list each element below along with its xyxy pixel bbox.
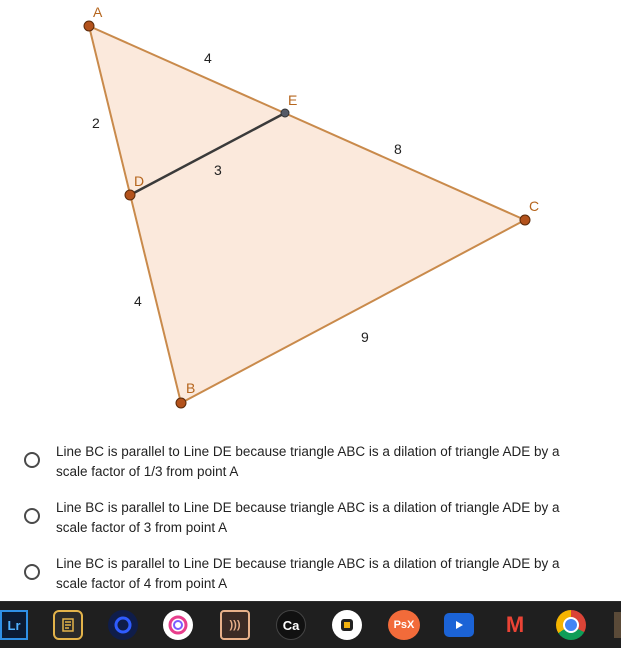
answer-option-3[interactable] [24,556,604,602]
point-c [520,215,530,225]
length-label-bc: 9 [361,329,369,345]
ring-app-icon[interactable] [108,610,138,640]
chrome-icon[interactable] [556,610,586,640]
radio-button[interactable] [24,564,40,580]
radio-button[interactable] [24,452,40,468]
point-a [84,21,94,31]
length-label-ec: 8 [394,141,402,157]
photoshop-express-icon[interactable]: PsX [388,610,420,640]
point-d [125,190,135,200]
option-text: Line BC is parallel to Line DE because triangle ABC is a dilation of triangle ADE by a scale factor of 3 from point A [56,500,560,535]
creative-cloud-icon[interactable] [163,610,193,640]
notes-app-icon[interactable] [53,610,83,640]
taskbar [0,601,621,648]
vertex-label-d: D [134,173,145,189]
option-text: Line BC is parallel to Line DE because triangle ABC is a dilation of triangle ADE by a scale factor of 1/3 from point A [56,444,560,479]
point-b [176,398,186,408]
answer-option-1[interactable] [24,444,604,490]
length-label-ae: 4 [204,50,212,66]
lightroom-icon[interactable]: Lr [0,610,28,640]
overflow-app-icon[interactable] [614,612,621,638]
answer-option-2[interactable] [24,500,604,546]
radio-button[interactable] [24,508,40,524]
vertex-label-b: B [186,380,196,396]
option-text: Line BC is parallel to Line DE because triangle ABC is a dilation of triangle ADE by a scale factor of 4 from point A [56,556,560,591]
audio-app-icon[interactable]: ))) [220,610,250,640]
vertex-label-c: C [529,198,540,214]
length-label-db: 4 [134,293,142,309]
point-e [281,109,289,117]
vertex-label-a: A [93,4,103,20]
gmail-icon[interactable]: M [505,612,525,637]
triangle-abc [89,26,525,403]
video-app-icon[interactable] [444,613,474,637]
vertex-label-e: E [288,92,298,108]
length-label-ad: 2 [92,115,100,131]
camera-app-icon[interactable] [332,610,362,640]
chrome-center-icon [563,617,579,633]
canva-icon[interactable]: Ca [276,610,306,640]
length-label-de: 3 [214,162,222,178]
